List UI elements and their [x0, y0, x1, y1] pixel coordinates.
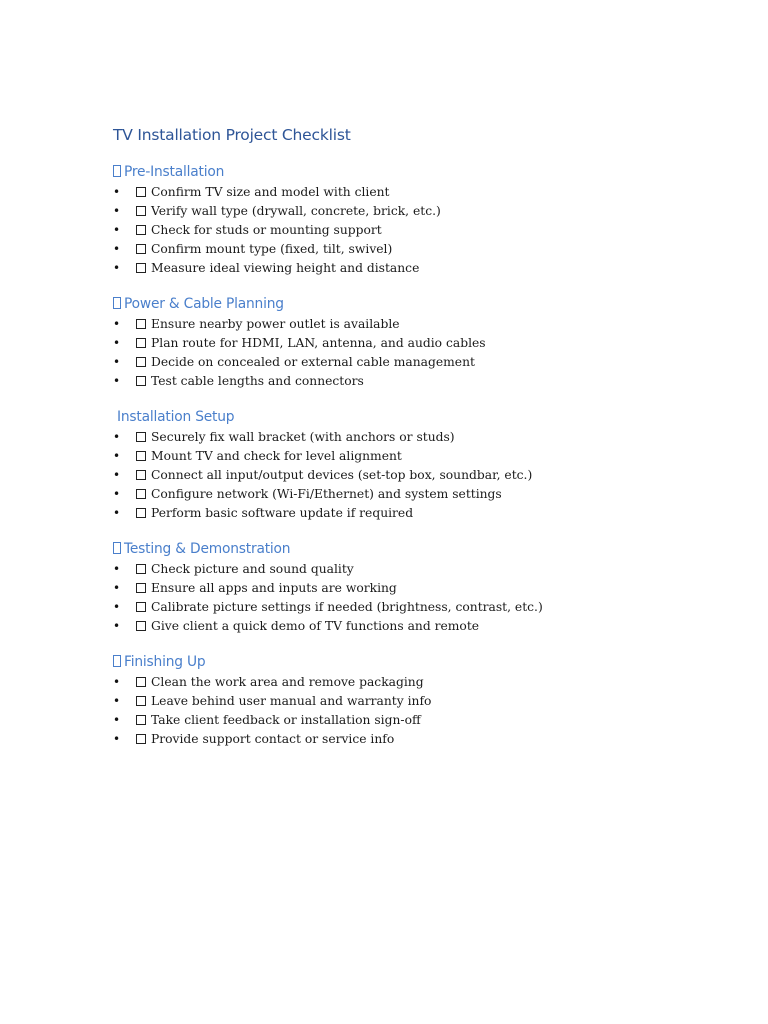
checklist-item-text: Securely fix wall bracket (with anchors or studs) [151, 430, 455, 444]
checklist-item-text: Provide support contact or service info [151, 732, 395, 747]
checkbox[interactable] [136, 225, 146, 235]
bullet-icon: • [113, 732, 121, 747]
section-finishing-up [113, 651, 432, 749]
section-heading-text: Pre-Installation [124, 164, 225, 180]
checklist-item [113, 560, 354, 579]
section-heading [113, 161, 224, 183]
checkbox[interactable] [136, 244, 146, 254]
checkbox[interactable] [136, 206, 146, 216]
checklist [113, 315, 486, 391]
checklist-item [113, 183, 390, 202]
section-heading-text: Testing & Demonstration [124, 541, 291, 557]
section-installation-setup [113, 406, 533, 523]
bullet-icon: • [113, 185, 121, 199]
checkbox[interactable] [136, 470, 146, 480]
section-heading [113, 406, 234, 428]
section-heading-text: Finishing Up [124, 654, 206, 670]
bullet-icon: • [113, 204, 121, 219]
checkbox[interactable] [136, 583, 146, 593]
checklist-item-text: Confirm mount type (fixed, tilt, swivel) [151, 242, 393, 257]
bullet-icon: • [113, 355, 121, 370]
bullet-icon: • [113, 675, 121, 689]
checklist-item [113, 598, 543, 617]
checklist-item [113, 372, 364, 391]
checklist-item-text: Test cable lengths and connectors [151, 374, 364, 389]
checkbox[interactable] [136, 621, 146, 631]
checklist-item [113, 240, 393, 259]
checklist-item-text: Leave behind user manual and warranty info [151, 694, 432, 709]
checklist [113, 673, 432, 749]
checklist-item-text: Perform basic software update if required [151, 506, 414, 521]
unrendered-emoji-icon [113, 542, 121, 554]
checkbox[interactable] [136, 319, 146, 329]
checklist-item-text: Check for studs or mounting support [151, 223, 382, 238]
checkbox[interactable] [136, 564, 146, 574]
checklist-item-text: Take client feedback or installation sign-off [151, 713, 421, 728]
bullet-icon: • [113, 600, 121, 615]
checklist-item [113, 447, 402, 466]
bullet-icon: • [113, 487, 121, 502]
checklist-item [113, 504, 414, 523]
checklist-item [113, 673, 424, 692]
page-title: TV Installation Project Checklist [113, 126, 351, 144]
section-power-cable-planning [113, 293, 486, 391]
checklist [113, 560, 543, 636]
checklist-item-text: Calibrate picture settings if needed (brightness, contrast, etc.) [151, 600, 543, 615]
checklist-item [113, 428, 455, 447]
checklist-item-text: Confirm TV size and model with client [151, 185, 390, 199]
checkbox[interactable] [136, 187, 146, 197]
bullet-icon: • [113, 336, 121, 351]
unrendered-emoji-icon [113, 297, 121, 309]
checkbox[interactable] [136, 489, 146, 499]
checkbox[interactable] [136, 451, 146, 461]
bullet-icon: • [113, 242, 121, 257]
checklist-item-text: Verify wall type (drywall, concrete, brick, etc.) [151, 204, 441, 219]
checklist-item [113, 202, 441, 221]
bullet-icon: • [113, 619, 121, 634]
checklist-item [113, 315, 400, 334]
checklist-item [113, 711, 421, 730]
checkbox[interactable] [136, 376, 146, 386]
unrendered-emoji-icon [113, 165, 121, 177]
section-heading-text: Power & Cable Planning [124, 296, 284, 312]
checkbox[interactable] [136, 338, 146, 348]
bullet-icon: • [113, 317, 121, 331]
checklist-item [113, 221, 382, 240]
checklist-item [113, 466, 533, 485]
checklist [113, 428, 533, 523]
checklist-item-text: Mount TV and check for level alignment [151, 449, 402, 464]
checklist-item [113, 617, 480, 636]
checklist-item [113, 485, 502, 504]
bullet-icon: • [113, 694, 121, 709]
checklist-item [113, 730, 395, 749]
checklist-item-text: Ensure nearby power outlet is available [151, 317, 400, 331]
section-testing-demonstration [113, 538, 543, 636]
checklist-item [113, 692, 432, 711]
section-heading-text: Installation Setup [117, 409, 235, 425]
checkbox[interactable] [136, 263, 146, 273]
bullet-icon: • [113, 506, 121, 521]
checklist-item [113, 579, 397, 598]
bullet-icon: • [113, 374, 121, 389]
checkbox[interactable] [136, 357, 146, 367]
section-heading [113, 293, 284, 315]
bullet-icon: • [113, 713, 121, 728]
checkbox[interactable] [136, 677, 146, 687]
checklist-item-text: Decide on concealed or external cable management [151, 355, 475, 370]
checkbox[interactable] [136, 508, 146, 518]
checklist-item-text: Check picture and sound quality [151, 562, 354, 576]
bullet-icon: • [113, 581, 121, 596]
checklist-item-text: Plan route for HDMI, LAN, antenna, and audio cables [151, 336, 486, 351]
checklist-item-text: Connect all input/output devices (set-top box, soundbar, etc.) [151, 468, 533, 483]
bullet-icon: • [113, 562, 121, 576]
bullet-icon: • [113, 223, 121, 238]
section-pre-installation [113, 161, 441, 278]
checkbox[interactable] [136, 696, 146, 706]
unrendered-emoji-icon [113, 655, 121, 667]
checklist-item-text: Give client a quick demo of TV functions and remote [151, 619, 480, 634]
checkbox[interactable] [136, 734, 146, 744]
checklist-item [113, 334, 486, 353]
bullet-icon: • [113, 261, 121, 276]
checklist [113, 183, 441, 278]
checklist-item-text: Configure network (Wi-Fi/Ethernet) and system settings [151, 487, 502, 502]
section-heading [113, 651, 205, 673]
bullet-icon: • [113, 468, 121, 483]
checkbox[interactable] [136, 432, 146, 442]
checklist-item [113, 353, 475, 372]
checklist-item-text: Ensure all apps and inputs are working [151, 581, 397, 596]
checklist-item-text: Clean the work area and remove packaging [151, 675, 424, 689]
bullet-icon: • [113, 430, 121, 444]
section-heading [113, 538, 290, 560]
checkbox[interactable] [136, 715, 146, 725]
checklist-item [113, 259, 420, 278]
checkbox[interactable] [136, 602, 146, 612]
bullet-icon: • [113, 449, 121, 464]
checklist-item-text: Measure ideal viewing height and distance [151, 261, 420, 276]
